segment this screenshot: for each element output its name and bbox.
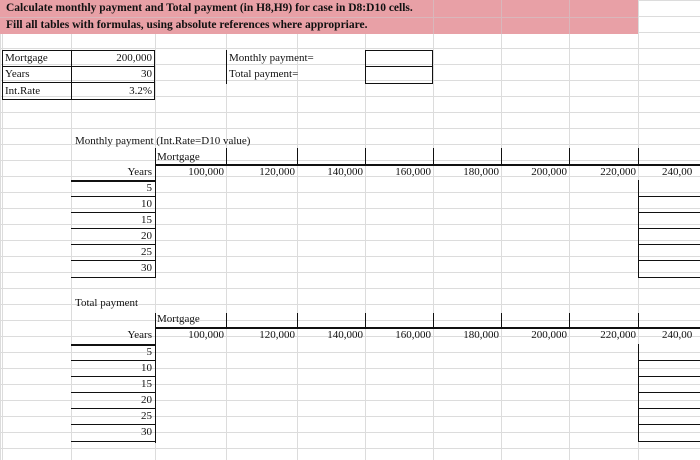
table1-year-20[interactable]: 20 [141,230,152,242]
table2-col-3[interactable]: 140,000 [327,329,363,341]
table2-col-8[interactable]: 240,00 [662,329,693,341]
table1-col-4[interactable]: 160,000 [395,166,431,178]
table2-mortgage-header: Mortgage [157,313,200,325]
rate-label: Int.Rate [5,85,41,97]
rate-value-cell[interactable]: 3.2% [129,85,152,97]
table1-year-30[interactable]: 30 [141,262,152,274]
table1-title: Monthly payment (Int.Rate=D10 value) [75,135,251,147]
table1-years-header: Years [127,166,152,178]
table2-col-5[interactable]: 180,000 [463,329,499,341]
years-value-cell[interactable]: 30 [141,68,152,80]
total-payment-label: Total payment= [229,68,299,80]
instruction-line-1: Calculate monthly payment and Total payment (in H8,H9) for case in D8:D10 cells. [6,2,413,14]
table1-col-3[interactable]: 140,000 [327,166,363,178]
table2-col-6[interactable]: 200,000 [531,329,567,341]
table1-mortgage-header: Mortgage [157,151,200,163]
mortgage-label: Mortgage [5,52,48,64]
table1-year-10[interactable]: 10 [141,198,152,210]
table2-years-header: Years [127,329,152,341]
table1-col-1[interactable]: 100,000 [188,166,224,178]
table2-col-2[interactable]: 120,000 [259,329,295,341]
mortgage-value-cell[interactable]: 200,000 [116,52,152,64]
monthly-payment-label: Monthly payment= [229,52,314,64]
years-label: Years [5,68,30,80]
table2-year-15[interactable]: 15 [141,378,152,390]
table1-year-25[interactable]: 25 [141,246,152,258]
instruction-line-2: Fill all tables with formulas, using absolute references where appropriare. [6,19,368,31]
table1-col-2[interactable]: 120,000 [259,166,295,178]
table2-col-4[interactable]: 160,000 [395,329,431,341]
table1-col-7[interactable]: 220,000 [600,166,636,178]
table2-year-5[interactable]: 5 [146,346,152,358]
table2-col-7[interactable]: 220,000 [600,329,636,341]
table1-col-8[interactable]: 240,00 [662,166,693,178]
table2-year-20[interactable]: 20 [141,394,152,406]
table2-title: Total payment [75,297,139,309]
table1-col-6[interactable]: 200,000 [531,166,567,178]
table1-year-5[interactable]: 5 [146,182,152,194]
total-payment-cell[interactable] [366,67,432,83]
monthly-payment-cell[interactable] [366,51,432,66]
table1-col-5[interactable]: 180,000 [463,166,499,178]
table1-year-15[interactable]: 15 [141,214,152,226]
table2-year-25[interactable]: 25 [141,410,152,422]
table2-year-30[interactable]: 30 [141,426,152,438]
table2-col-1[interactable]: 100,000 [188,329,224,341]
table2-year-10[interactable]: 10 [141,362,152,374]
